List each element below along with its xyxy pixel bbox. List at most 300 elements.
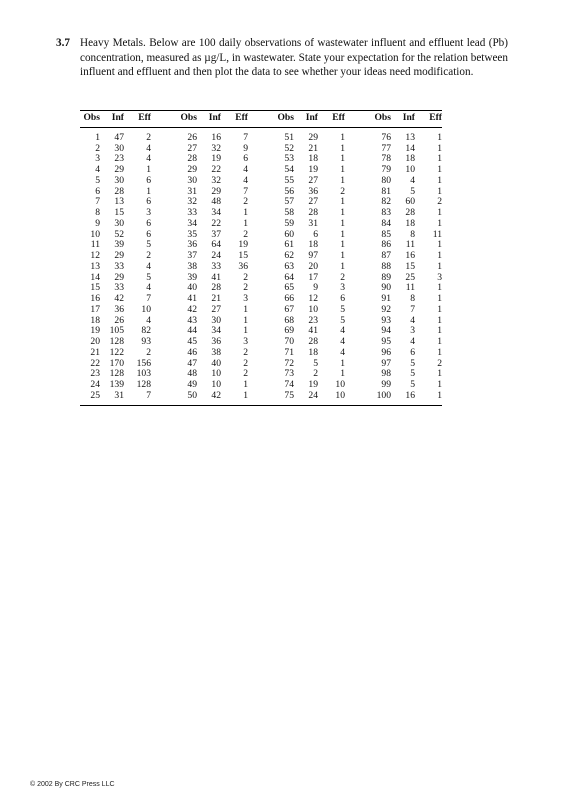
- cell-obs: 47: [187, 357, 197, 369]
- cell-eff: 19: [238, 239, 248, 251]
- cell-obs: 52: [284, 142, 294, 154]
- cell-obs: 50: [177, 391, 197, 405]
- cell-obs: 6: [95, 185, 100, 197]
- cell-obs: 76: [381, 131, 391, 143]
- column-gap: [248, 369, 274, 380]
- column-gap: [345, 240, 371, 251]
- column-gap: [345, 369, 371, 380]
- cell-eff: 3: [243, 293, 248, 304]
- cell-obs: 39: [187, 271, 197, 283]
- cell-inf: 10: [405, 164, 415, 175]
- cell-obs: 26: [187, 131, 197, 143]
- cell-eff: 1: [437, 153, 442, 165]
- cell-eff: 1: [243, 314, 248, 326]
- cell-inf: 27: [211, 303, 221, 315]
- cell-obs: 1: [95, 131, 100, 143]
- column-gap: [151, 262, 177, 273]
- cell-obs: 90: [381, 282, 391, 294]
- cell-inf: 34: [211, 207, 221, 218]
- problem-text: Heavy Metals. Below are 100 daily observations of wastewater influent and effluent lead (Pb) concentration, measured as µg/L, in wastewater. State your expectation for the relation between influent and effluent and then plot the data to see whether your ideas need modification.: [80, 37, 508, 79]
- cell-inf: 128: [109, 336, 124, 347]
- cell-obs: 43: [187, 314, 197, 326]
- cell-inf: 10: [308, 303, 318, 315]
- cell-eff: 1: [340, 142, 345, 154]
- data-table: [80, 110, 442, 406]
- cell-eff: 1: [340, 217, 345, 229]
- cell-eff: 1: [340, 196, 345, 208]
- cell-obs: 59: [284, 217, 294, 229]
- table-row: [80, 305, 442, 316]
- cell-inf: 42: [197, 391, 221, 405]
- cell-inf: 29: [114, 271, 124, 283]
- cell-obs: 46: [187, 346, 197, 358]
- cell-inf: 29: [114, 250, 124, 261]
- cell-inf: 16: [391, 391, 415, 405]
- cell-eff: 1: [437, 250, 442, 261]
- cell-eff: 5: [340, 303, 345, 315]
- cell-obs: 35: [187, 228, 197, 240]
- cell-eff: 4: [243, 174, 248, 186]
- cell-eff: 10: [335, 379, 345, 390]
- table-body: [80, 127, 442, 405]
- cell-obs: 73: [284, 368, 294, 380]
- column-gap: [345, 391, 371, 405]
- column-gap: [151, 391, 177, 405]
- cell-obs: 45: [187, 336, 197, 347]
- cell-obs: 89: [381, 271, 391, 283]
- cell-eff: 4: [146, 153, 151, 165]
- column-gap: [248, 305, 274, 316]
- header-obs: Obs: [177, 111, 197, 128]
- column-gap: [151, 208, 177, 219]
- cell-obs: 96: [381, 346, 391, 358]
- cell-eff: 1: [437, 217, 442, 229]
- column-gap: [151, 369, 177, 380]
- cell-obs: 31: [187, 185, 197, 197]
- cell-inf: 24: [294, 391, 318, 405]
- cell-eff: 1: [340, 174, 345, 186]
- cell-obs: 33: [187, 207, 197, 218]
- cell-eff: 7: [146, 293, 151, 304]
- column-gap: [248, 283, 274, 294]
- cell-obs: 28: [187, 153, 197, 165]
- column-gap: [248, 230, 274, 241]
- cell-inf: 28: [114, 185, 124, 197]
- cell-inf: 22: [211, 164, 221, 175]
- cell-inf: 32: [211, 142, 221, 154]
- cell-inf: 41: [308, 325, 318, 337]
- cell-eff: 3: [243, 336, 248, 347]
- cell-obs: 77: [381, 142, 391, 154]
- cell-eff: 2: [243, 368, 248, 380]
- cell-obs: 65: [284, 282, 294, 294]
- cell-obs: 7: [95, 196, 100, 208]
- cell-inf: 22: [211, 217, 221, 229]
- cell-eff: 1: [243, 325, 248, 337]
- cell-inf: 97: [308, 250, 318, 261]
- cell-eff: 4: [340, 346, 345, 358]
- cell-obs: 79: [381, 164, 391, 175]
- cell-obs: 81: [381, 185, 391, 197]
- column-gap: [345, 305, 371, 316]
- cell-eff: 7: [124, 391, 151, 405]
- cell-eff: 1: [243, 379, 248, 390]
- column-gap: [248, 219, 274, 230]
- cell-eff: 10: [318, 391, 345, 405]
- cell-obs: 8: [95, 207, 100, 218]
- cell-inf: 170: [109, 357, 124, 369]
- cell-obs: 98: [381, 368, 391, 380]
- cell-obs: 70: [284, 336, 294, 347]
- cell-obs: 13: [90, 260, 100, 272]
- column-gap: [345, 127, 371, 143]
- cell-obs: 30: [187, 174, 197, 186]
- cell-inf: 52: [114, 228, 124, 240]
- cell-obs: 48: [187, 368, 197, 380]
- cell-inf: 9: [313, 282, 318, 294]
- cell-eff: 7: [243, 131, 248, 143]
- cell-inf: 31: [100, 391, 124, 405]
- cell-eff: 4: [243, 164, 248, 175]
- cell-eff: 1: [437, 207, 442, 218]
- column-gap: [248, 111, 274, 128]
- column-gap: [151, 348, 177, 359]
- cell-inf: 21: [308, 142, 318, 154]
- cell-obs: 12: [90, 250, 100, 261]
- column-gap: [151, 380, 177, 391]
- cell-obs: 63: [284, 260, 294, 272]
- cell-inf: 29: [114, 164, 124, 175]
- column-gap: [248, 348, 274, 359]
- cell-eff: 4: [146, 282, 151, 294]
- cell-inf: 5: [313, 357, 318, 369]
- cell-obs: 86: [381, 239, 391, 251]
- cell-inf: 12: [308, 293, 318, 304]
- cell-eff: 1: [437, 314, 442, 326]
- header-eff: Eff: [124, 111, 151, 128]
- cell-inf: 4: [410, 174, 415, 186]
- cell-eff: 1: [437, 164, 442, 175]
- cell-inf: 6: [313, 228, 318, 240]
- cell-obs: 29: [187, 164, 197, 175]
- cell-eff: 2: [243, 357, 248, 369]
- column-gap: [151, 273, 177, 284]
- cell-obs: 55: [284, 174, 294, 186]
- column-gap: [248, 127, 274, 143]
- cell-obs: 60: [284, 228, 294, 240]
- column-gap: [248, 251, 274, 262]
- column-gap: [345, 337, 371, 348]
- cell-eff: 5: [340, 314, 345, 326]
- cell-inf: 19: [308, 164, 318, 175]
- cell-inf: 33: [211, 260, 221, 272]
- cell-inf: 3: [410, 325, 415, 337]
- cell-inf: 15: [405, 260, 415, 272]
- cell-inf: 13: [114, 196, 124, 208]
- cell-inf: 5: [410, 368, 415, 380]
- cell-inf: 30: [114, 142, 124, 154]
- header-eff: Eff: [415, 111, 442, 128]
- cell-inf: 5: [410, 379, 415, 390]
- cell-inf: 40: [211, 357, 221, 369]
- column-gap: [345, 197, 371, 208]
- cell-obs: 17: [90, 303, 100, 315]
- cell-obs: 51: [284, 131, 294, 143]
- cell-obs: 78: [381, 153, 391, 165]
- header-obs: Obs: [80, 111, 100, 128]
- cell-obs: 25: [80, 391, 100, 405]
- cell-inf: 30: [114, 174, 124, 186]
- cell-inf: 29: [211, 185, 221, 197]
- cell-inf: 18: [308, 153, 318, 165]
- table-row: [80, 348, 442, 359]
- column-gap: [345, 144, 371, 155]
- cell-eff: 1: [437, 260, 442, 272]
- column-gap: [345, 326, 371, 337]
- column-gap: [345, 187, 371, 198]
- cell-inf: 8: [410, 293, 415, 304]
- column-gap: [151, 176, 177, 187]
- column-gap: [151, 305, 177, 316]
- cell-obs: 24: [90, 379, 100, 390]
- cell-eff: 1: [340, 357, 345, 369]
- cell-eff: 15: [238, 250, 248, 261]
- cell-eff: 2: [146, 131, 151, 143]
- cell-obs: 38: [187, 260, 197, 272]
- cell-inf: 30: [114, 217, 124, 229]
- cell-eff: 1: [437, 325, 442, 337]
- cell-eff: 5: [146, 239, 151, 251]
- cell-eff: 1: [340, 250, 345, 261]
- cell-inf: 4: [410, 314, 415, 326]
- cell-obs: 49: [187, 379, 197, 390]
- cell-inf: 37: [211, 228, 221, 240]
- cell-obs: 71: [284, 346, 294, 358]
- cell-obs: 91: [381, 293, 391, 304]
- cell-inf: 21: [211, 293, 221, 304]
- column-gap: [151, 187, 177, 198]
- header-eff: Eff: [221, 111, 248, 128]
- cell-obs: 44: [187, 325, 197, 337]
- cell-obs: 54: [284, 164, 294, 175]
- cell-obs: 57: [284, 196, 294, 208]
- cell-inf: 24: [211, 250, 221, 261]
- column-gap: [151, 240, 177, 251]
- cell-eff: 1: [340, 260, 345, 272]
- header-eff: Eff: [318, 111, 345, 128]
- cell-obs: 42: [187, 303, 197, 315]
- column-gap: [151, 326, 177, 337]
- column-gap: [151, 283, 177, 294]
- cell-eff: 10: [141, 303, 151, 315]
- cell-inf: 30: [211, 314, 221, 326]
- cell-inf: 36: [211, 336, 221, 347]
- cell-inf: 8: [410, 228, 415, 240]
- cell-eff: 1: [340, 368, 345, 380]
- cell-obs: 84: [381, 217, 391, 229]
- column-gap: [345, 219, 371, 230]
- header-inf: Inf: [391, 111, 415, 128]
- header-inf: Inf: [294, 111, 318, 128]
- column-gap: [248, 337, 274, 348]
- cell-obs: 69: [284, 325, 294, 337]
- cell-eff: 1: [437, 239, 442, 251]
- cell-inf: 20: [308, 260, 318, 272]
- cell-eff: 1: [243, 217, 248, 229]
- cell-eff: 3: [437, 271, 442, 283]
- cell-eff: 2: [243, 282, 248, 294]
- cell-inf: 38: [211, 346, 221, 358]
- column-gap: [248, 391, 274, 405]
- cell-eff: 6: [146, 228, 151, 240]
- cell-eff: 2: [146, 346, 151, 358]
- column-gap: [248, 359, 274, 370]
- cell-eff: 1: [146, 185, 151, 197]
- cell-eff: 6: [340, 293, 345, 304]
- table-row: [80, 219, 442, 230]
- cell-inf: 47: [114, 131, 124, 143]
- column-gap: [345, 359, 371, 370]
- cell-inf: 32: [211, 174, 221, 186]
- cell-obs: 75: [274, 391, 294, 405]
- table-row: [80, 127, 442, 143]
- column-gap: [345, 283, 371, 294]
- data-table-container: [80, 110, 502, 406]
- column-gap: [151, 359, 177, 370]
- cell-inf: 27: [308, 196, 318, 208]
- cell-obs: 74: [284, 379, 294, 390]
- cell-obs: 10: [90, 228, 100, 240]
- cell-eff: 1: [340, 239, 345, 251]
- column-gap: [345, 251, 371, 262]
- cell-inf: 5: [410, 185, 415, 197]
- cell-obs: 9: [95, 217, 100, 229]
- column-gap: [151, 294, 177, 305]
- cell-inf: 28: [308, 336, 318, 347]
- cell-inf: 11: [405, 239, 415, 251]
- column-gap: [151, 144, 177, 155]
- column-gap: [248, 262, 274, 273]
- column-gap: [345, 380, 371, 391]
- cell-obs: 100: [371, 391, 391, 405]
- column-gap: [345, 165, 371, 176]
- column-gap: [248, 197, 274, 208]
- cell-obs: 88: [381, 260, 391, 272]
- cell-inf: 31: [308, 217, 318, 229]
- cell-obs: 23: [90, 368, 100, 380]
- cell-inf: 5: [410, 357, 415, 369]
- cell-eff: 2: [243, 346, 248, 358]
- cell-inf: 23: [114, 153, 124, 165]
- cell-eff: 1: [437, 379, 442, 390]
- cell-obs: 21: [90, 346, 100, 358]
- cell-obs: 83: [381, 207, 391, 218]
- cell-obs: 99: [381, 379, 391, 390]
- cell-eff: 4: [340, 325, 345, 337]
- cell-eff: 2: [243, 271, 248, 283]
- column-gap: [151, 316, 177, 327]
- column-gap: [345, 176, 371, 187]
- cell-obs: 19: [90, 325, 100, 337]
- cell-inf: 139: [109, 379, 124, 390]
- cell-inf: 36: [308, 185, 318, 197]
- column-gap: [345, 208, 371, 219]
- table-row: [80, 391, 442, 405]
- cell-inf: 60: [405, 196, 415, 208]
- cell-inf: 10: [211, 368, 221, 380]
- cell-inf: 18: [405, 153, 415, 165]
- column-gap: [248, 380, 274, 391]
- cell-obs: 27: [187, 142, 197, 154]
- cell-eff: 4: [146, 142, 151, 154]
- header-obs: Obs: [274, 111, 294, 128]
- cell-eff: 1: [243, 303, 248, 315]
- cell-eff: 1: [340, 153, 345, 165]
- cell-eff: 1: [437, 368, 442, 380]
- cell-obs: 92: [381, 303, 391, 315]
- cell-inf: 4: [410, 336, 415, 347]
- cell-inf: 39: [114, 239, 124, 251]
- cell-inf: 16: [211, 131, 221, 143]
- cell-obs: 64: [284, 271, 294, 283]
- column-gap: [345, 294, 371, 305]
- column-gap: [151, 111, 177, 128]
- cell-eff: 1: [437, 142, 442, 154]
- cell-obs: 36: [187, 239, 197, 251]
- column-gap: [151, 230, 177, 241]
- cell-inf: 14: [405, 142, 415, 154]
- cell-inf: 64: [211, 239, 221, 251]
- cell-inf: 29: [308, 131, 318, 143]
- cell-obs: 4: [95, 164, 100, 175]
- cell-eff: 1: [340, 131, 345, 143]
- cell-inf: 25: [405, 271, 415, 283]
- cell-eff: 4: [146, 314, 151, 326]
- cell-eff: 1: [340, 207, 345, 218]
- cell-eff: 156: [136, 357, 151, 369]
- cell-obs: 97: [381, 357, 391, 369]
- cell-eff: 6: [243, 153, 248, 165]
- cell-eff: 5: [146, 271, 151, 283]
- header-inf: Inf: [197, 111, 221, 128]
- cell-obs: 15: [90, 282, 100, 294]
- cell-inf: 11: [405, 282, 415, 294]
- cell-inf: 33: [114, 260, 124, 272]
- cell-inf: 18: [308, 346, 318, 358]
- table-header: [80, 111, 442, 128]
- cell-obs: 66: [284, 293, 294, 304]
- column-gap: [151, 251, 177, 262]
- cell-eff: 2: [340, 271, 345, 283]
- problem-statement: [56, 36, 508, 80]
- cell-eff: 2: [437, 196, 442, 208]
- cell-inf: 42: [114, 293, 124, 304]
- cell-eff: 82: [141, 325, 151, 337]
- cell-eff: 2: [243, 196, 248, 208]
- cell-obs: 41: [187, 293, 197, 304]
- cell-eff: 7: [243, 185, 248, 197]
- cell-inf: 41: [211, 271, 221, 283]
- column-gap: [248, 154, 274, 165]
- cell-eff: 1: [437, 185, 442, 197]
- cell-eff: 36: [238, 260, 248, 272]
- column-gap: [248, 187, 274, 198]
- cell-obs: 61: [284, 239, 294, 251]
- cell-eff: 3: [146, 207, 151, 218]
- cell-eff: 6: [146, 217, 151, 229]
- column-gap: [345, 154, 371, 165]
- cell-obs: 56: [284, 185, 294, 197]
